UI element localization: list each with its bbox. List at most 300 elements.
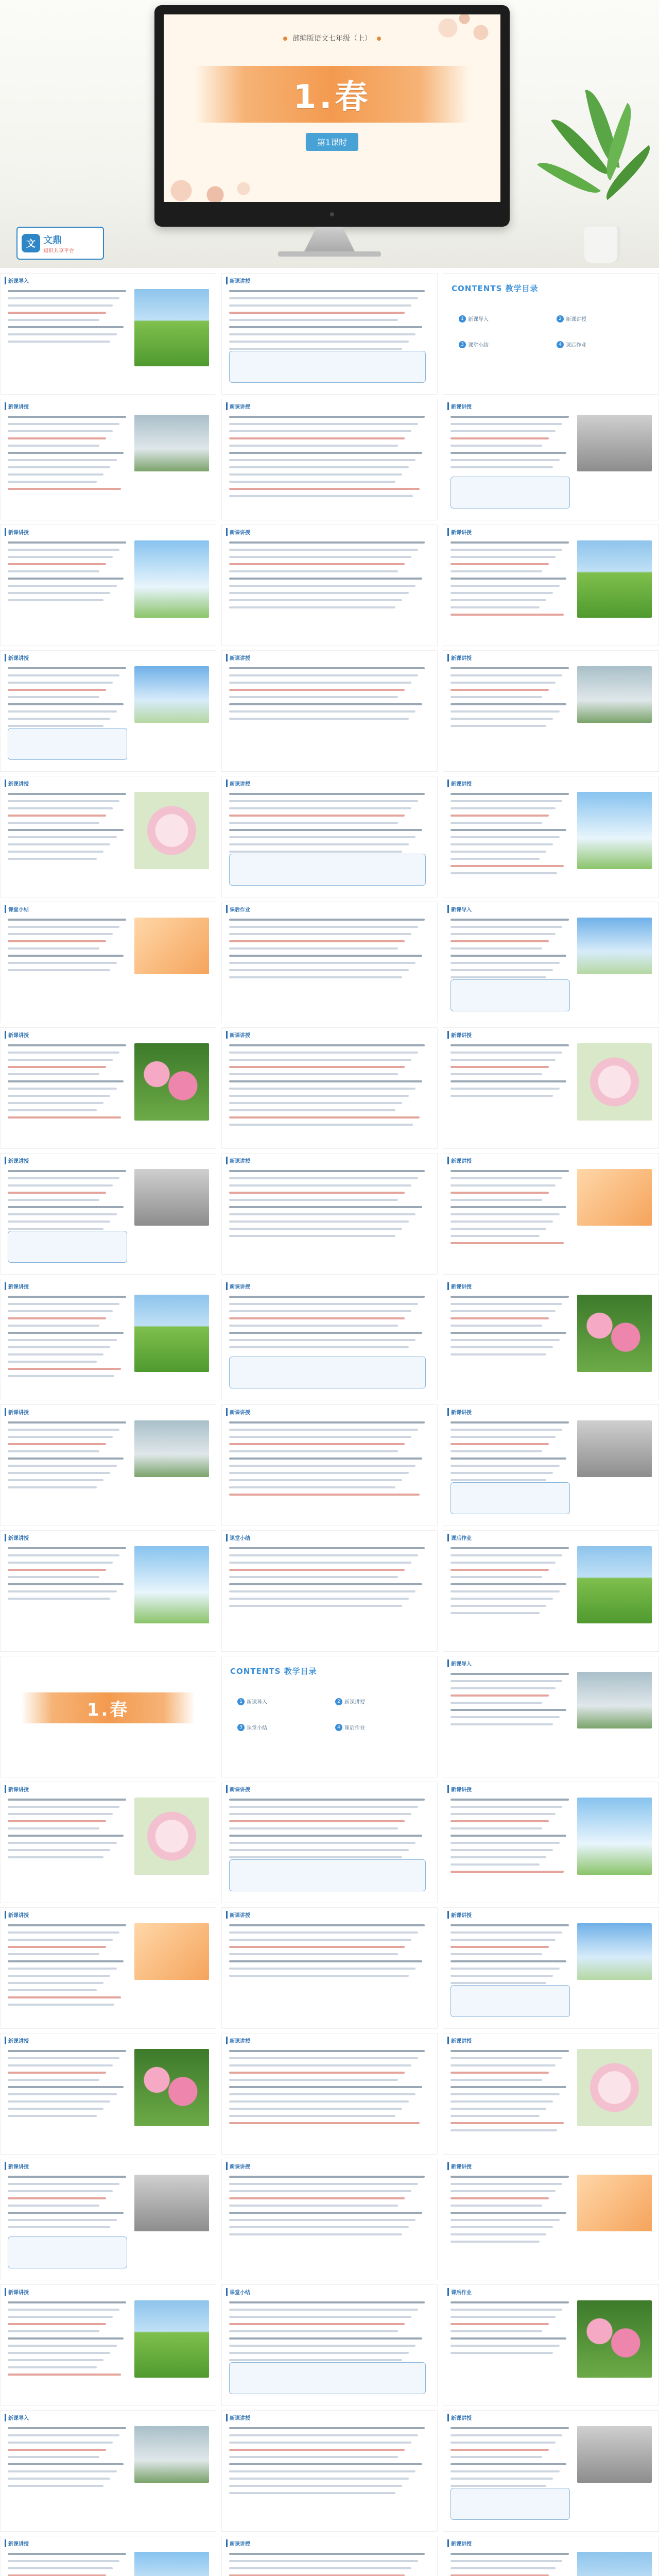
text-line [450, 2122, 564, 2124]
text-line [450, 829, 566, 831]
text-line [8, 1170, 126, 1172]
text-line [450, 1871, 564, 1873]
text-line [8, 2352, 110, 2354]
illustration-image [134, 1798, 209, 1875]
text-line [229, 1124, 413, 1126]
section-tag: 新课讲授 [5, 2288, 29, 2296]
text-line [450, 851, 546, 853]
text-line [229, 1325, 398, 1327]
slide-thumbnail[interactable] [0, 1656, 216, 1777]
text-line [229, 1095, 409, 1097]
illustration-image [134, 540, 209, 618]
text-line [450, 1206, 566, 1208]
slide-thumbnail[interactable] [0, 399, 216, 520]
text-line [8, 1590, 117, 1592]
text-line [8, 1346, 110, 1348]
text-line [229, 1856, 402, 1858]
text-line [8, 437, 106, 439]
text-line [450, 919, 569, 921]
hero-banner [0, 0, 659, 268]
slide-thumbnail[interactable] [221, 2410, 438, 2532]
text-line [8, 541, 126, 544]
text-line [229, 2093, 415, 2095]
slide-thumbnail[interactable] [443, 2284, 659, 2406]
text-line [229, 1605, 402, 1607]
callout-box [450, 1482, 570, 1514]
text-line [450, 1554, 562, 1556]
section-tag: 新课讲授 [226, 277, 250, 284]
text-line [8, 2442, 113, 2444]
slide-thumbnail[interactable] [221, 1153, 438, 1275]
text-line [450, 865, 564, 867]
slide-thumbnail[interactable] [443, 2033, 659, 2155]
text-line [229, 2212, 422, 2214]
slide-thumbnail[interactable] [0, 650, 216, 772]
slide-thumbnail[interactable] [0, 1782, 216, 1903]
slide-thumbnail[interactable] [221, 1782, 438, 1903]
text-line [450, 843, 553, 845]
text-line [229, 933, 411, 935]
text-line [450, 2176, 569, 2178]
contents-item[interactable]: 2 新课讲授 [557, 315, 586, 323]
text-line [8, 1177, 119, 1179]
text-line [450, 2072, 549, 2074]
text-line [229, 2470, 415, 2472]
text-line [450, 1820, 549, 1822]
text-line [450, 1827, 542, 1829]
callout-box [450, 1985, 570, 2017]
section-tag: 新课讲授 [226, 2037, 250, 2044]
text-line [8, 563, 106, 565]
text-line [450, 793, 569, 795]
slide-thumbnail[interactable] [443, 273, 659, 395]
text-line [8, 488, 121, 490]
text-line [450, 926, 562, 928]
text-line [229, 1849, 409, 1851]
text-line [229, 674, 418, 676]
text-line [229, 1073, 398, 1075]
slide-thumbnail[interactable] [0, 1279, 216, 1400]
text-line [450, 1059, 556, 1061]
text-line [8, 326, 124, 328]
text-line [229, 2463, 422, 2465]
slide-thumbnail[interactable] [443, 2410, 659, 2532]
text-line [229, 416, 425, 418]
site-logo[interactable]: 文 文鼎 知识共享平台 [16, 227, 104, 260]
text-line [229, 2197, 405, 2199]
text-line [450, 2064, 556, 2066]
text-line [450, 2560, 562, 2562]
text-line [450, 1939, 556, 1941]
text-line [450, 1213, 560, 1215]
text-line [450, 1605, 546, 1607]
text-line [8, 689, 106, 691]
text-line [450, 1436, 556, 1438]
illustration-image [134, 415, 209, 471]
illustration-image [577, 415, 652, 471]
text-line [450, 1192, 549, 1194]
text-line [8, 416, 126, 418]
text-line [450, 1709, 566, 1711]
slide-thumbnail[interactable] [0, 1404, 216, 1526]
section-tag: 新课讲授 [447, 2037, 472, 2044]
text-line [229, 606, 395, 608]
section-tag: 新课讲授 [226, 1157, 250, 1164]
camera-icon [330, 212, 334, 216]
text-line [229, 2064, 411, 2066]
text-line [229, 1960, 422, 1962]
contents-item[interactable]: 1 新课导入 [459, 315, 489, 323]
text-line [450, 2553, 569, 2555]
section-tag: 课后作业 [447, 2288, 472, 2296]
text-line [8, 822, 99, 824]
text-line [229, 2233, 402, 2235]
text-line [229, 488, 420, 490]
text-line [450, 1849, 553, 1851]
text-line [8, 793, 126, 795]
slide-thumbnail[interactable] [0, 2284, 216, 2406]
text-line [8, 710, 117, 713]
text-line [8, 2309, 119, 2311]
text-line [8, 1946, 106, 1948]
contents-item[interactable]: 2 新课讲授 [335, 1698, 365, 1705]
text-line [8, 1989, 97, 1991]
text-line [450, 1317, 549, 1319]
contents-item[interactable]: 1 新课导入 [237, 1698, 267, 1705]
text-line [450, 1806, 562, 1808]
section-tag: 新课讲授 [447, 1911, 472, 1919]
text-line [450, 2093, 560, 2095]
text-line [8, 556, 113, 558]
text-line [8, 599, 103, 601]
section-tag: 新课讲授 [447, 1157, 472, 1164]
text-line [229, 326, 422, 328]
slide-thumbnail[interactable] [443, 1279, 659, 1400]
text-line [450, 1429, 562, 1431]
text-line [229, 473, 402, 476]
text-line [229, 1088, 415, 1090]
text-line [8, 1806, 119, 1808]
text-line [8, 2470, 117, 2472]
slide-thumbnail[interactable] [221, 776, 438, 897]
slide-thumbnail[interactable] [221, 2033, 438, 2155]
slide-thumbnail[interactable] [0, 2536, 216, 2576]
text-line [229, 495, 413, 497]
text-line [8, 430, 113, 432]
text-line [450, 1472, 553, 1474]
section-tag: 课后作业 [447, 1534, 472, 1541]
text-line [8, 585, 117, 587]
text-line [229, 1339, 415, 1341]
text-line [450, 1583, 566, 1585]
text-line [229, 2434, 418, 2436]
text-line [8, 1303, 119, 1305]
slide-thumbnail[interactable] [221, 1907, 438, 2029]
text-line [450, 1242, 564, 1244]
text-line [8, 2219, 117, 2221]
slide-thumbnail[interactable] [0, 902, 216, 1023]
text-line [8, 2337, 124, 2340]
text-line [450, 1946, 549, 1948]
section-tag: 新课讲授 [226, 1031, 250, 1039]
text-line [450, 1073, 542, 1075]
illustration-image [134, 1169, 209, 1226]
text-line [450, 2100, 553, 2103]
text-line [450, 437, 549, 439]
text-line [450, 1799, 569, 1801]
text-line [229, 333, 415, 335]
text-line [229, 2359, 402, 2361]
text-line [229, 843, 409, 845]
slide-thumbnail[interactable] [443, 2159, 659, 2280]
text-line [450, 1576, 542, 1578]
text-line [8, 1547, 126, 1549]
text-line [450, 423, 562, 425]
text-line [8, 333, 117, 335]
text-line [229, 2219, 415, 2221]
slide-thumbnail[interactable] [221, 1530, 438, 1652]
text-line [450, 1863, 540, 1866]
text-line [8, 1088, 117, 1090]
slide-thumbnail[interactable] [221, 2284, 438, 2406]
text-line [229, 822, 398, 824]
contents-item[interactable]: 4 课后作业 [335, 1723, 365, 1731]
text-line [450, 872, 557, 874]
slide-thumbnail[interactable] [443, 902, 659, 1023]
slide-thumbnail[interactable] [0, 2159, 216, 2280]
text-line [450, 2449, 549, 2451]
text-line [450, 696, 542, 698]
text-line [229, 2485, 402, 2487]
text-line [450, 563, 549, 565]
text-line [450, 606, 540, 608]
potted-plant [556, 77, 649, 263]
illustration-image [577, 1798, 652, 1875]
text-line [450, 1673, 569, 1675]
text-line [229, 1946, 405, 1948]
text-line [8, 2485, 103, 2487]
slide-thumbnail[interactable] [221, 273, 438, 395]
text-line [450, 725, 546, 727]
text-line [450, 1346, 553, 1348]
slide-thumbnail[interactable] [443, 1404, 659, 1526]
text-line [8, 1486, 97, 1488]
slide-thumbnail[interactable] [443, 1530, 659, 1652]
slide-thumbnails-grid [0, 273, 659, 2576]
text-line [450, 682, 556, 684]
text-line [8, 1102, 103, 1104]
text-line [229, 348, 402, 350]
text-line [229, 1975, 409, 1977]
slide-thumbnail[interactable] [221, 650, 438, 772]
section-tag: 新课讲授 [226, 1785, 250, 1793]
text-line [229, 1052, 418, 1054]
slide-thumbnail[interactable] [221, 1404, 438, 1526]
text-line [450, 2219, 560, 2221]
text-line [8, 466, 110, 468]
slide-thumbnail[interactable] [0, 2410, 216, 2532]
monitor-stand-base [278, 251, 381, 257]
section-tag: 新课讲授 [447, 528, 472, 536]
slide-thumbnail[interactable] [221, 1279, 438, 1400]
slide-thumbnail[interactable] [0, 524, 216, 646]
slide-thumbnail[interactable] [0, 1027, 216, 1149]
slide-thumbnail[interactable] [443, 776, 659, 897]
slide-thumbnail[interactable] [221, 2536, 438, 2576]
text-line [8, 2553, 126, 2555]
lesson-period-button[interactable]: 第1课时 [306, 133, 358, 151]
illustration-image [577, 918, 652, 974]
slide-thumbnail[interactable] [443, 1907, 659, 2029]
text-line [8, 2478, 110, 2480]
text-line [229, 689, 405, 691]
contents-item[interactable]: 3 课堂小结 [459, 341, 489, 348]
text-line [450, 2108, 546, 2110]
text-line [229, 2337, 422, 2340]
section-tag: 新课讲授 [226, 402, 250, 410]
text-line [450, 556, 556, 558]
text-line [229, 1102, 402, 1104]
text-line [229, 2050, 425, 2052]
text-line [229, 718, 409, 720]
text-line [450, 962, 560, 964]
slide-thumbnail[interactable] [443, 1782, 659, 1903]
text-line [229, 481, 395, 483]
text-line [229, 815, 405, 817]
slide-thumbnail[interactable] [443, 1027, 659, 1149]
text-line [229, 1939, 411, 1941]
text-line [8, 1353, 103, 1355]
text-line [450, 2079, 542, 2081]
text-line [450, 1443, 549, 1445]
text-line [450, 1723, 553, 1725]
text-line [450, 416, 569, 418]
text-line [229, 1332, 422, 1334]
text-line [8, 2323, 106, 2325]
slide-thumbnail[interactable] [0, 1530, 216, 1652]
text-line [229, 1835, 422, 1837]
text-line [450, 1598, 553, 1600]
slide-thumbnail[interactable] [443, 650, 659, 772]
text-line [8, 312, 106, 314]
text-line [8, 1421, 126, 1423]
lesson-title: 1.春 [293, 78, 371, 116]
text-line [8, 549, 119, 551]
text-line [229, 667, 425, 669]
slide-thumbnail[interactable] [221, 2159, 438, 2280]
text-line [229, 2323, 405, 2325]
callout-box [8, 1231, 127, 1263]
section-tag: 新课讲授 [447, 779, 472, 787]
text-line [229, 1296, 425, 1298]
text-line [229, 1583, 422, 1585]
illustration-image [577, 1672, 652, 1728]
text-line [229, 1820, 405, 1822]
slide-thumbnail[interactable] [221, 524, 438, 646]
text-line [8, 1213, 117, 1215]
contents-item[interactable]: 4 课后作业 [557, 341, 586, 348]
text-line [450, 1562, 556, 1564]
text-line [450, 689, 549, 691]
slide-thumbnail[interactable] [221, 1656, 438, 1777]
slide-thumbnail[interactable] [0, 1153, 216, 1275]
contents-item[interactable]: 3 课堂小结 [237, 1723, 267, 1731]
text-line [8, 1813, 113, 1815]
slide-thumbnail[interactable] [221, 399, 438, 520]
text-line [229, 793, 425, 795]
slide-thumbnail[interactable] [221, 902, 438, 1023]
text-line [8, 2359, 103, 2361]
illustration-image [134, 666, 209, 723]
illustration-image [577, 540, 652, 618]
text-line [8, 2567, 113, 2569]
text-line [450, 2309, 562, 2311]
text-line [229, 1303, 418, 1305]
text-line [229, 2057, 418, 2059]
text-line [229, 836, 415, 838]
text-line [229, 2226, 409, 2228]
text-line [450, 947, 542, 950]
text-line [8, 800, 119, 802]
text-line [450, 718, 553, 720]
text-line [229, 2427, 425, 2429]
text-line [450, 452, 566, 454]
slide-thumbnail[interactable] [443, 1153, 659, 1275]
text-line [229, 2567, 411, 2569]
slide-thumbnail[interactable] [0, 1907, 216, 2029]
section-tag: 新课导入 [5, 277, 29, 284]
text-line [8, 1332, 124, 1334]
text-line [229, 592, 409, 594]
slide-thumbnail[interactable] [443, 399, 659, 520]
text-line [8, 1562, 113, 1564]
text-line [229, 969, 409, 971]
text-line [450, 1184, 556, 1187]
slide-thumbnail[interactable] [443, 1656, 659, 1777]
text-line [229, 2100, 409, 2103]
text-line [450, 2050, 569, 2052]
text-line [450, 2352, 553, 2354]
text-line [8, 290, 126, 292]
section-tag: 新课讲授 [5, 1282, 29, 1290]
section-tag: 新课讲授 [5, 528, 29, 536]
text-line [229, 696, 398, 698]
text-line [229, 1472, 409, 1474]
section-tag: 新课讲授 [5, 779, 29, 787]
text-line [8, 807, 113, 809]
text-line [450, 2485, 546, 2487]
callout-box [8, 728, 127, 760]
slide-thumbnail[interactable] [443, 2536, 659, 2576]
slide-thumbnail[interactable] [0, 776, 216, 897]
text-line [8, 836, 117, 838]
text-line [450, 1353, 546, 1355]
text-line [8, 919, 126, 921]
text-line [8, 1939, 113, 1941]
text-line [450, 1450, 542, 1452]
text-line [8, 341, 110, 343]
text-line [8, 1095, 110, 1097]
slide-thumbnail[interactable] [0, 273, 216, 395]
callout-box [229, 351, 426, 383]
text-line [229, 947, 398, 950]
slide-thumbnail[interactable] [221, 1027, 438, 1149]
slide-thumbnail[interactable] [0, 2033, 216, 2155]
illustration-image [134, 2300, 209, 2378]
text-line [229, 1199, 398, 1201]
text-line [8, 2004, 114, 2006]
slide-thumbnail[interactable] [443, 524, 659, 646]
